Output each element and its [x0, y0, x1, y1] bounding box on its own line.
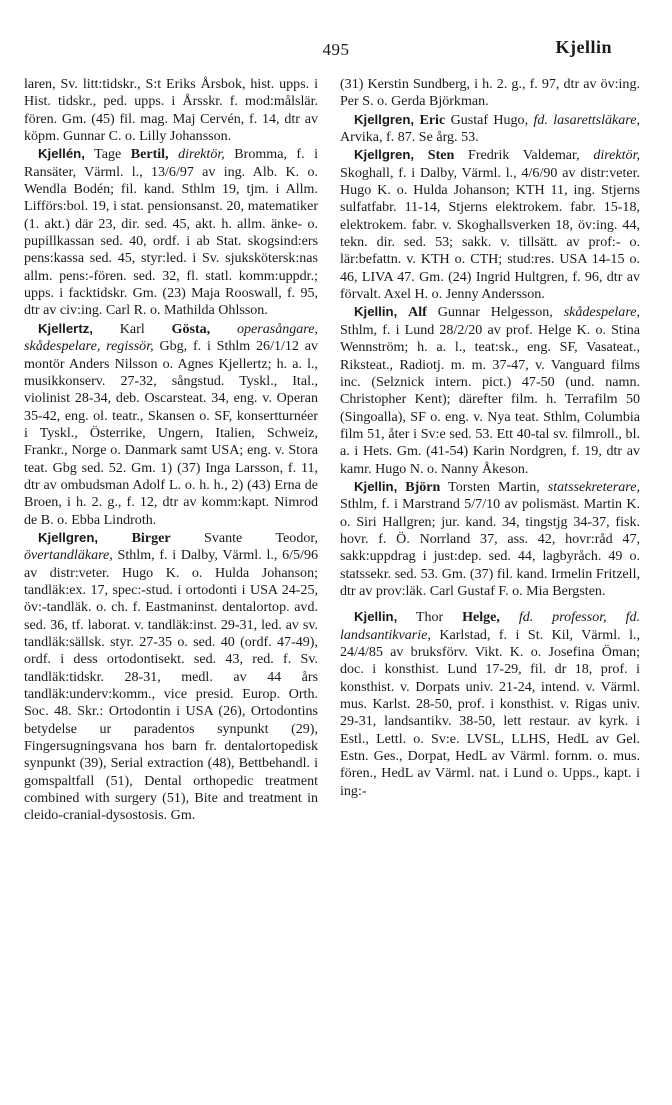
- entry-kjellertz-gosta: [24, 320, 318, 529]
- entry-surname: Kjellgren,: [354, 111, 415, 127]
- entry-title: direktör,: [593, 147, 641, 164]
- entry-given-name: Karl: [119, 320, 145, 337]
- entry-given-name: Svante Teodor,: [204, 529, 318, 546]
- entry-text: Arvika, f. 87. Se årg. 53.: [340, 129, 479, 146]
- entry-kjellen-tage: [24, 145, 318, 319]
- entry-first-name: Björn: [405, 478, 441, 495]
- entry-title: fd. lasarettsläkare,: [533, 111, 640, 128]
- entry-continuation: [340, 76, 640, 111]
- entry-text: Skoghall, f. i Dalby, Värml. l., 4/6/90 av distr:veter. Hugo K. o. Hulda Johanson; KTH 11, ing. Stjerns sulfatfabr. 11-14, Stjerns elektrokem. fabr. 15-18, elektrokem. fabr. v. Skoghallsverken 18, öv:ing. 44, tekn. dir. sed. 53; sakk. v. tillsätt. av prof:- o. lär:befattn. v. KTH o. CTH; stud:res. USA 14-15 o. 46, LIVA 47. Gm. (24) Ingrid Hultgren, f. 96, dtr av förvalt. Axel H. o. Jenny Andersson.: [340, 164, 640, 303]
- entry-first-name: Gösta,: [171, 320, 211, 337]
- entry-text: Gbg, f. i Sthlm 26/1/12 av montör Anders Nilsson o. Agnes Kjellertz; h. a. l., musikkonserv. 27-32, sångstud. Tyskl., Ital., violinist 28-34, deb. Oscarsteat. 34, eng. v. Operan 35-42, eng. ol. teatr., Skansen o. SF, konsertturnéer i Tyskl., Österrike, Ungern, Italien, Schweiz, Frankr., Norge o. Danmark samt USA; eng. v. Stora teat. Gbg sed. 52. Gm. 1) (37) Inga Larsson, f. 11, dtr av ombudsman Adolf L. o. h. h., 2) (43) Erna de Broen, i h. 2. g., f. 12, dtr av komm:kapt. Nimrod de B. o. Ebba Lindroth.: [24, 338, 319, 528]
- entry-title: skådespelare,: [563, 304, 641, 321]
- entry-text: (31) Kerstin Sundberg, i h. 2. g., f. 97, dtr av öv:ing. Per S. o. Gerda Björkman.: [340, 76, 640, 110]
- entry-given-name: Fredrik Valdemar,: [468, 147, 580, 164]
- entry-text: Brommа, f. i Ransäter, Värml. l., 13/6/97 av ing. Alb. K. o. Wendla Bodén; fil. kand. Sthlm 19, tjm. i Allm. Lifförs:bol. 19, i stat. pensionsanst. 20, matematiker (1. akt.) där 23, dir. sed. 45, akt. h. allm. änke- o. pupillkassan sed. 40, ordf. i ab Stat. skogsind:ers pens:kassa sed. 45, styr:led. i Sv. sjukskötersk:nas allm. pens:-fören. sed. 32, fl. statl. komm:uppdr.; upps. i facktidskr. Gm. (23) Maja Rooswall, f. 95, dtr av civ:ing. Carl R. o. Mathilda Ohlsson.: [24, 146, 319, 319]
- entry-title: direktör,: [178, 146, 225, 163]
- entry-surname: Kjellgren,: [354, 147, 415, 163]
- entry-kjellgren-birger: [24, 529, 318, 825]
- entry-surname: Kjellgren,: [38, 529, 99, 545]
- entry-title: fd. professor, fd. landsantikvarie,: [340, 609, 641, 643]
- entry-text: Karlstad, f. i St. Kil, Värml. l., 24/4/85 av bruksförv. Vikt. K. o. Josefina Öman; doc. i konsthist. Lund 17-29, fil. dr 18, prof. i konsthist. v. Dorpats univ. 21-24, intend. v. Värml. mus. Karlst. 28-50, prof. i konsthist. v. Rigas univ. 29-31, landsantikv. 38-50, lett restaur. av kyrk. i Estl., Lettl. o. Sv:e. LVSL, LLHS, HedL av Gel. Estn. Ges., Dorpat, HedL av Värml. fornm. o. mus. fören., HedL av Värml. nat. i Lund o. Upps., kapt. i ing:-: [340, 626, 640, 799]
- entry-text: Sthlm, f. i Marstrand 5/7/10 av polismäst. Martin K. o. Siri Hallgren; jur. kand. 34, tingstjg 34-37, fisk. hovr. f. Ö. Norrland 37, ass. 42, hovr:råd 47, sakk:uppdrag i just:dep. sed. 44, lagbyråch. 49 o. statssekr. sed. 53. Gm. (37) fil. kand. Irmelin Fritzell, dtr av prov:läk. Carl Gustaf F. o. Mia Bergsten.: [340, 496, 640, 599]
- entry-text: laren, Sv. litt:tidskr., S:t Eriks Årsbok, hist. upps. i Hist. tidskr., ped. upps. i Årsskr. f. mod:målslär. fören. Gm. (45) fil. mag. Maj Cervén, f. 14, dtr av köpm. Gunnar C. o. Lilly Johansson.: [24, 76, 318, 145]
- right-column: [340, 76, 640, 800]
- entry-given-name: Torsten Martin,: [448, 478, 540, 495]
- entry-given-name: Gustaf Hugo,: [450, 111, 529, 128]
- entry-first-name: Birger: [131, 529, 171, 546]
- entry-surname: Kjellertz,: [38, 320, 93, 336]
- entry-text: Sthlm, f. i Lund 28/2/20 av prof. Helge K. o. Stina Wennström; h. a. l., teat:sk., eng. SF, Vasateat., Riksteat., Radiotj. m. m. 37-47, v. Vanguard films inc. (Selznick intern. pict.) 47-50 (und. namn. Christopher Kent); därefter film. h. Terrafilm 50 (Singoalla), SF o. eng. v. Nya teat. Sthlm, Columbia film 51, åter i Sv:e sed. 53. Ett 40-tal sv. filmroll., bl. a. i Hets. Gm. (41-54) Karin Nordgren, f. 19, dtr av kamr. Hugo N. o. Nanny Åkeson.: [340, 321, 640, 477]
- entry-kjellin-bjorn: [340, 478, 640, 600]
- entry-surname: Kjellin,: [354, 304, 398, 320]
- entry-given-name: Tage: [94, 146, 122, 163]
- entry-kjellgren-eric: [340, 111, 640, 147]
- entry-title: statssekreterare,: [547, 478, 640, 495]
- entry-first-name: Eric: [419, 111, 446, 128]
- running-head: Kjellin: [555, 37, 612, 57]
- entry-kjellgren-sten: [340, 146, 640, 303]
- page-number: 495: [322, 40, 350, 59]
- entry-title: övertandläkare,: [24, 547, 113, 564]
- entry-kjellin-alf: [340, 303, 640, 477]
- entry-continuation: [24, 76, 318, 145]
- entry-surname: Kjellén,: [38, 146, 85, 162]
- entry-given-name: Thor: [415, 609, 444, 626]
- entry-first-name: Alf: [408, 304, 427, 321]
- entry-given-name: Gunnar Helgesson,: [437, 304, 553, 321]
- entry-text: Sthlm, f. i Dalby, Värml. l., 6/5/96 av distr:veter. Hugo K. o. Hulda Johanson; tandläk:ex. 17, spec:-stud. i ortodonti i USA 24-25, öv:-tandläk. o. ch. f. Eastmaninst. dentalortop. avd. sed. 36, tf. laborat. v. tandläk:inst. 29-31, led. av sv. tandläk:sällsk. styr. 27-35 o. sed. 40 (ordf. 47-49), ordf. i dess ortodontisekt. sed. 43, red. f. Sv. tandläk:tidskr. 28-31, medl. av 44 års tandläk:underv:komm., vice presid. Europ. Orth. Soc. 48. Skr.: Ortodontin i USA (26), Ortodontins betydelse ur paradentos synpunkt (29), Fingersugningsvana hos barn fr. dentalortopedisk synpunkt (39), Serial extraction (48), Bettbehandl. i gomspaltfall (51), Dental orthopedic treatment combined with surgery (51), Bite and treatment in cleido-cranial-dysostosis. Gm.: [24, 547, 318, 824]
- left-column: [24, 76, 318, 825]
- entry-kjellin-thor: [340, 608, 640, 800]
- entry-surname: Kjellin,: [354, 609, 398, 625]
- entry-first-name: Bertil,: [130, 146, 169, 163]
- entry-surname: Kjellin,: [354, 478, 398, 494]
- entry-title: operasångare, skådespelare, regissör,: [24, 320, 318, 355]
- entry-first-name: Sten: [427, 147, 455, 164]
- entry-first-name: Helge,: [462, 609, 500, 626]
